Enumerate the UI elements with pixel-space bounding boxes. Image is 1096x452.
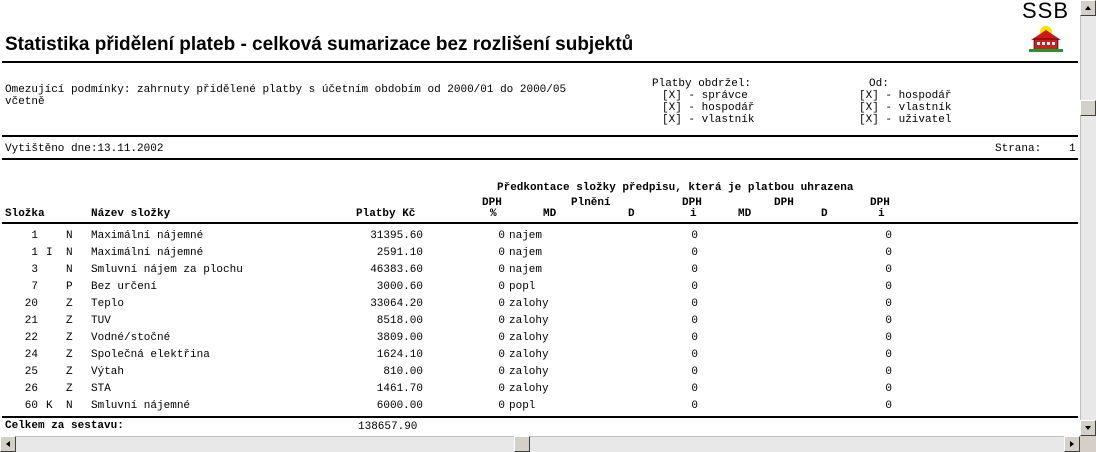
cell-code: 60 <box>24 400 38 412</box>
total-amount: 138657.90 <box>358 421 418 433</box>
table-row <box>0 349 1076 366</box>
cell-name: Bez určení <box>91 281 158 293</box>
cell-code: 21 <box>24 315 38 327</box>
col-dph2-top: DPH <box>682 197 702 209</box>
cell-name: Smluvní nájem za plochu <box>91 264 243 276</box>
table-row <box>0 400 1076 417</box>
scroll-up-button[interactable] <box>1080 0 1096 16</box>
vertical-scrollbar[interactable] <box>1080 0 1096 436</box>
cell-name: STA <box>91 383 111 395</box>
col-dph4-bottom: i <box>878 208 885 220</box>
cell-dph-i: 0 <box>691 281 698 293</box>
divider <box>2 61 1078 63</box>
table-row <box>0 315 1076 332</box>
cell-name: Maximální nájemné <box>91 247 204 259</box>
table-row <box>0 383 1076 400</box>
col-dph2-bottom: i <box>690 208 697 220</box>
cell-dph-i2: 0 <box>885 332 892 344</box>
divider <box>2 416 1078 418</box>
cell-code: 7 <box>31 281 38 293</box>
cell-amount: 46383.60 <box>370 264 423 276</box>
printed-date: 13.11.2002 <box>97 143 164 155</box>
cell-name: Maximální nájemné <box>91 230 204 242</box>
cell-flag2: N <box>66 400 73 412</box>
cell-md: najem <box>509 230 543 242</box>
cell-code: 20 <box>24 298 38 310</box>
cell-amount: 3809.00 <box>376 332 423 344</box>
vertical-scroll-thumb[interactable] <box>1080 100 1096 116</box>
cell-md: popl <box>509 281 536 293</box>
cell-md: najem <box>509 247 543 259</box>
cell-flag2: N <box>66 230 73 242</box>
cell-dph-i2: 0 <box>885 383 892 395</box>
col-slozka: Složka <box>5 208 45 220</box>
received-item: [X] - vlastník <box>662 114 755 126</box>
house-logo-icon <box>1028 24 1064 54</box>
logo-text: SSB <box>1022 0 1070 23</box>
cell-md: zalohy <box>509 366 549 378</box>
cell-dph-i2: 0 <box>885 264 892 276</box>
col-platby: Platby Kč <box>356 208 416 220</box>
cell-dph-i2: 0 <box>885 315 892 327</box>
table-row <box>0 247 1076 264</box>
from-item: [X] - vlastník <box>859 102 952 114</box>
scroll-down-button[interactable] <box>1080 420 1096 436</box>
cell-dph-i2: 0 <box>885 349 892 361</box>
cell-flag2: N <box>66 264 73 276</box>
cell-dph-i: 0 <box>691 332 698 344</box>
cell-dph-pct: 0 <box>498 247 505 259</box>
divider <box>2 158 1078 160</box>
cell-dph-i2: 0 <box>885 366 892 378</box>
cell-code: 3 <box>31 264 38 276</box>
cell-amount: 8518.00 <box>376 315 423 327</box>
cell-md: popl <box>509 400 536 412</box>
received-item: [X] - správce <box>662 90 748 102</box>
cell-flag1: K <box>46 400 53 412</box>
cell-amount: 33064.20 <box>370 298 423 310</box>
cell-dph-i: 0 <box>691 230 698 242</box>
cell-amount: 1624.10 <box>376 349 423 361</box>
cell-dph-i: 0 <box>691 400 698 412</box>
page-title: Statistika přidělení plateb - celková sumarizace bez rozlišení subjektů <box>5 34 634 55</box>
cell-dph-pct: 0 <box>498 349 505 361</box>
col-dph-top: DPH <box>482 197 502 209</box>
cell-dph-i2: 0 <box>885 230 892 242</box>
col-nazev: Název složky <box>91 208 171 220</box>
cell-dph-pct: 0 <box>498 400 505 412</box>
col-plneni: Plnění <box>571 197 611 209</box>
col-dph4-top: DPH <box>870 197 890 209</box>
cell-dph-i: 0 <box>691 366 698 378</box>
cell-code: 22 <box>24 332 38 344</box>
col-md: MD <box>543 208 557 220</box>
divider <box>2 135 1078 137</box>
cell-dph-pct: 0 <box>498 383 505 395</box>
cell-amount: 2591.10 <box>376 247 423 259</box>
page-number: 1 <box>1069 143 1076 155</box>
cell-dph-i2: 0 <box>885 247 892 259</box>
cell-dph-i: 0 <box>691 315 698 327</box>
conditions-text-cont: včetně <box>5 96 45 108</box>
cell-dph-pct: 0 <box>498 230 505 242</box>
scroll-left-button[interactable] <box>0 436 16 452</box>
col-dph3: DPH <box>774 197 794 209</box>
cell-amount: 810.00 <box>383 366 423 378</box>
table-row <box>0 298 1076 315</box>
col-d: D <box>628 208 635 220</box>
cell-code: 1 <box>31 230 38 242</box>
received-label: Platby obdržel: <box>652 78 752 90</box>
cell-code: 25 <box>24 366 38 378</box>
col-md2: MD <box>738 208 752 220</box>
cell-name: Výtah <box>91 366 125 378</box>
col-dph-bottom: % <box>490 208 497 220</box>
table-row <box>0 264 1076 281</box>
cell-dph-pct: 0 <box>498 332 505 344</box>
cell-name: Společná elektřina <box>91 349 210 361</box>
conditions-text: Omezující podmínky: zahrnuty přidělené platby s účetním obdobím od 2000/01 do 2000/05 <box>5 84 567 96</box>
cell-dph-i2: 0 <box>885 400 892 412</box>
cell-name: Smluvní nájemné <box>91 400 191 412</box>
table-row <box>0 366 1076 383</box>
cell-amount: 3000.60 <box>376 281 423 293</box>
cell-flag2: Z <box>66 383 73 395</box>
scrollbar-corner <box>1080 436 1096 452</box>
cell-flag2: N <box>66 247 73 259</box>
cell-flag2: Z <box>66 298 73 310</box>
arrow-left-icon <box>4 440 12 448</box>
table-row <box>0 281 1076 298</box>
table-row <box>0 230 1076 247</box>
cell-dph-pct: 0 <box>498 366 505 378</box>
from-item: [X] - hospodář <box>859 90 952 102</box>
cell-dph-i: 0 <box>691 298 698 310</box>
cell-dph-i2: 0 <box>885 281 892 293</box>
from-item: [X] - uživatel <box>859 114 952 126</box>
cell-amount: 31395.60 <box>370 230 423 242</box>
cell-md: zalohy <box>509 315 549 327</box>
horizontal-scrollbar[interactable] <box>0 436 1080 452</box>
cell-md: zalohy <box>509 349 549 361</box>
cell-name: TUV <box>91 315 111 327</box>
arrow-down-icon <box>1084 424 1092 432</box>
cell-flag2: Z <box>66 349 73 361</box>
cell-amount: 1461.70 <box>376 383 423 395</box>
col-d2: D <box>821 208 828 220</box>
printed-label: Vytištěno dne: <box>5 143 98 155</box>
divider <box>2 222 1078 224</box>
cell-flag2: Z <box>66 366 73 378</box>
from-label: Od: <box>869 78 889 90</box>
page-label: Strana: <box>995 143 1042 155</box>
cell-dph-pct: 0 <box>498 315 505 327</box>
scroll-right-button[interactable] <box>1064 436 1080 452</box>
cell-md: zalohy <box>509 383 549 395</box>
printed-date-line <box>5 143 163 156</box>
total-label: Celkem za sestavu: <box>5 420 124 432</box>
table-row <box>0 332 1076 349</box>
cell-flag1: I <box>46 247 53 259</box>
ssb-logo <box>1018 0 1076 56</box>
cell-dph-i: 0 <box>691 247 698 259</box>
cell-md: najem <box>509 264 543 276</box>
cell-dph-i: 0 <box>691 349 698 361</box>
cell-flag2: Z <box>66 315 73 327</box>
group-header: Předkontace složky předpisu, která je platbou uhrazena <box>497 182 854 194</box>
cell-code: 26 <box>24 383 38 395</box>
cell-md: zalohy <box>509 298 549 310</box>
cell-dph-pct: 0 <box>498 264 505 276</box>
cell-amount: 6000.00 <box>376 400 423 412</box>
cell-dph-pct: 0 <box>498 298 505 310</box>
cell-dph-i2: 0 <box>885 298 892 310</box>
cell-code: 1 <box>31 247 38 259</box>
arrow-up-icon <box>1084 4 1092 12</box>
cell-dph-i: 0 <box>691 264 698 276</box>
cell-name: Vodné/stočné <box>91 332 171 344</box>
received-item: [X] - hospodář <box>662 102 755 114</box>
cell-dph-pct: 0 <box>498 281 505 293</box>
cell-code: 24 <box>24 349 38 361</box>
cell-dph-i: 0 <box>691 383 698 395</box>
arrow-right-icon <box>1068 440 1076 448</box>
cell-md: zalohy <box>509 332 549 344</box>
cell-flag2: P <box>66 281 73 293</box>
cell-flag2: Z <box>66 332 73 344</box>
horizontal-scroll-thumb[interactable] <box>514 436 530 452</box>
cell-name: Teplo <box>91 298 125 310</box>
